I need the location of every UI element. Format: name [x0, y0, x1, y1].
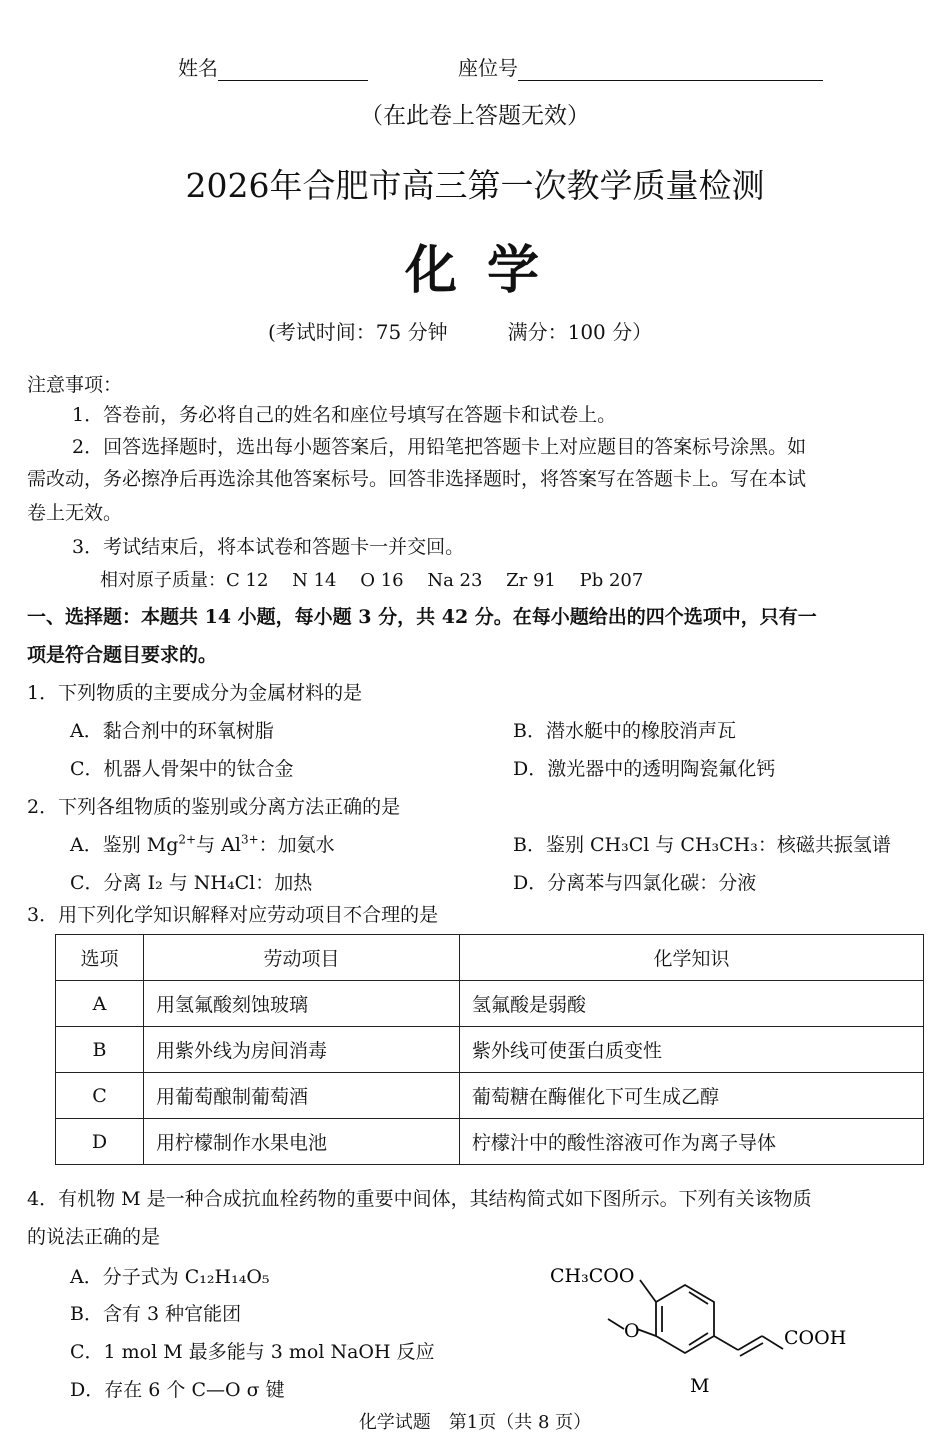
acetoxy-label: CH₃COO: [550, 1265, 635, 1287]
q2-a-text: A．鉴别 Mg: [70, 834, 179, 856]
table-row: [56, 1073, 924, 1119]
name-label: 姓名: [178, 56, 218, 80]
q3-stem: 3．用下列化学知识解释对应劳动项目不合理的是: [27, 904, 439, 926]
table-cell-task: 用紫外线为房间消毒: [144, 1027, 460, 1073]
exam-title: 2026年合肥市高三第一次教学质量检测: [185, 166, 765, 205]
methoxy-o-label: O: [624, 1320, 640, 1342]
name-blank: [218, 58, 368, 81]
q4-option-c: C．1 mol M 最多能与 3 mol NaOH 反应: [70, 1341, 435, 1363]
q4-stem-line2: 的说法正确的是: [27, 1226, 161, 1248]
q2-a-charge: 3+: [240, 832, 259, 847]
section-line1: 一、选择题：本题共 14 小题，每小题 3 分，共 42 分。在每小题给出的四个选项中，只有一: [27, 606, 817, 628]
table-cell-option: C: [56, 1073, 144, 1119]
q1-option-c: C．机器人骨架中的钛合金: [70, 758, 294, 780]
q2-option-c: C．分离 I₂ 与 NH₄Cl：加热: [70, 872, 313, 894]
molecule-m-structure: [540, 1255, 870, 1405]
table-header: 化学知识: [460, 935, 924, 981]
table-row: [56, 981, 924, 1027]
molecule-name: M: [690, 1375, 710, 1397]
q2-stem: 2．下列各组物质的鉴别或分离方法正确的是: [27, 796, 401, 818]
table-cell-knowledge: 葡萄糖在酶催化下可生成乙醇: [460, 1073, 924, 1119]
benzene-ring: [656, 1285, 714, 1353]
table-cell-knowledge: 柠檬汁中的酸性溶液可作为离子导体: [460, 1119, 924, 1165]
seat-blank: [518, 58, 823, 81]
table-header-row: [56, 935, 924, 981]
q3-table: [55, 934, 924, 1165]
section-line2: 项是符合题目要求的。: [27, 644, 218, 666]
note-item: 卷上无效。: [27, 502, 123, 524]
subject-title: 化 学: [404, 240, 546, 301]
carboxyl-label: COOH: [784, 1327, 847, 1349]
q4-option-a: A．分子式为 C₁₂H₁₄O₅: [70, 1266, 270, 1288]
note-item: 3．考试结束后，将本试卷和答题卡一并交回。: [72, 536, 465, 558]
q1-option-d: D．激光器中的透明陶瓷氟化钙: [513, 758, 776, 780]
q2-option-a: [70, 830, 335, 857]
table-row: [56, 1027, 924, 1073]
notes-title: 注意事项：: [27, 374, 123, 396]
table-cell-knowledge: 紫外线可使蛋白质变性: [460, 1027, 924, 1073]
table-cell-option: A: [56, 981, 144, 1027]
name-field: [178, 52, 368, 81]
q4-stem-line1: 4．有机物 M 是一种合成抗血栓药物的重要中间体，其结构简式如下图所示。下列有关该物质: [27, 1188, 812, 1210]
q2-a-text: ：加氨水: [258, 834, 335, 856]
q1-option-a: A．黏合剂中的环氧树脂: [70, 720, 274, 742]
seat-field: [458, 52, 823, 81]
page-footer: 化学试题 第1页（共 8 页）: [358, 1412, 592, 1433]
q1-stem: 1．下列物质的主要成分为金属材料的是: [27, 682, 363, 704]
table-header: 劳动项目: [144, 935, 460, 981]
table-cell-task: 用葡萄酿制葡萄酒: [144, 1073, 460, 1119]
note-item: 需改动，务必擦净后再选涂其他答案标号。回答非选择题时，将答案写在答题卡上。写在本试: [27, 468, 807, 490]
atomic-mass: 相对原子质量：C 12 N 14 O 16 Na 23 Zr 91 Pb 207: [100, 570, 644, 591]
table-cell-task: 用柠檬制作水果电池: [144, 1119, 460, 1165]
note-item: 2．回答选择题时，选出每小题答案后，用铅笔把答题卡上对应题目的答案标号涂黑。如: [72, 436, 807, 458]
q2-a-text: 与 Al: [196, 834, 241, 856]
q2-option-d: D．分离苯与四氯化碳：分液: [513, 872, 757, 894]
table-header: 选项: [56, 935, 144, 981]
q4-option-d: D．存在 6 个 C—O σ 键: [70, 1379, 285, 1401]
table-cell-task: 用氢氟酸刻蚀玻璃: [144, 981, 460, 1027]
seat-label: 座位号: [458, 56, 518, 80]
q2-a-charge: 2+: [178, 832, 197, 847]
q1-option-b: B．潜水艇中的橡胶消声瓦: [513, 720, 736, 742]
q4-option-b: B．含有 3 种官能团: [70, 1303, 242, 1325]
note-item: 1．答卷前，务必将自己的姓名和座位号填写在答题卡和试卷上。: [72, 404, 617, 426]
table-cell-knowledge: 氢氟酸是弱酸: [460, 981, 924, 1027]
table-cell-option: D: [56, 1119, 144, 1165]
table-row: [56, 1119, 924, 1165]
q2-option-b: B．鉴别 CH₃Cl 与 CH₃CH₃：核磁共振氢谱: [513, 834, 891, 856]
table-cell-option: B: [56, 1027, 144, 1073]
exam-info: (考试时间：75 分钟 满分：100 分）: [268, 320, 653, 344]
invalid-note: （在此卷上答题无效）: [360, 103, 590, 129]
